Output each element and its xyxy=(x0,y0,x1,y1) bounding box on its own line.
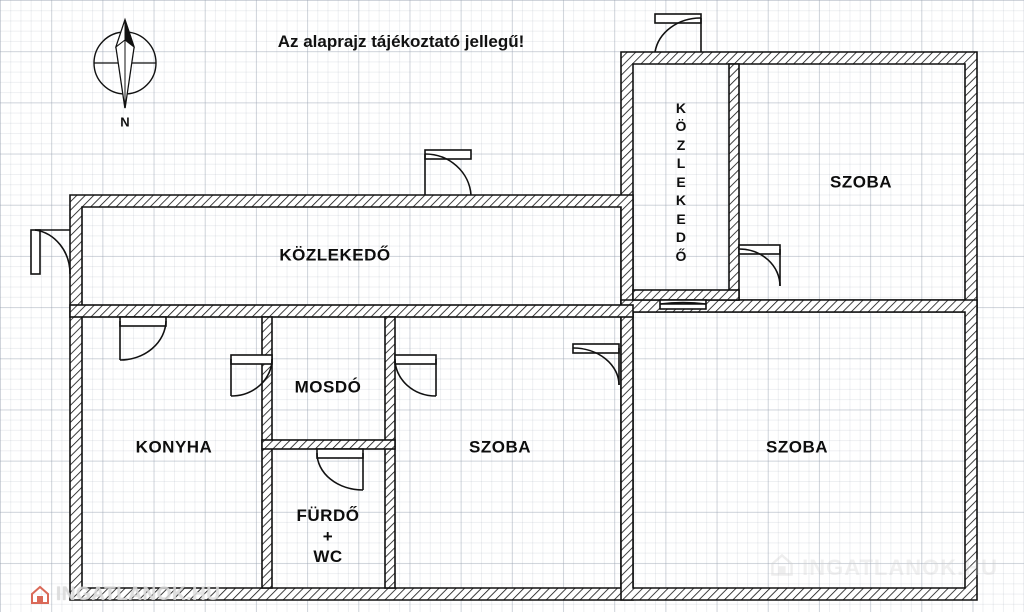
watermark-secondary xyxy=(770,553,998,582)
room-label-kozlekedo-right: K Ö Z L E K E D Ő xyxy=(675,99,687,264)
room-label-mosdo: MOSDÓ xyxy=(294,377,362,397)
door-konyha xyxy=(120,317,166,360)
walls xyxy=(70,52,977,600)
door-furdo-wc xyxy=(317,449,363,490)
room-label-szoba-top-right: SZOBA xyxy=(830,172,892,192)
room-label-szoba-right: SZOBA xyxy=(766,437,828,457)
watermark-suffix: .HU xyxy=(186,584,221,605)
door-left-exterior xyxy=(31,230,70,274)
room-label-konyha: KONYHA xyxy=(135,437,213,457)
compass-north-label: N xyxy=(120,114,130,130)
doors xyxy=(31,14,780,490)
door-corridor-top xyxy=(425,150,471,195)
door-szoba-top-right xyxy=(739,245,780,286)
watermark-logo-icon xyxy=(30,585,50,605)
room-label-furdo-wc: FÜRDŐ + WC xyxy=(296,505,360,567)
watermark-secondary-text: INGATLANOK.HU xyxy=(802,554,998,580)
compass-rose xyxy=(94,20,156,108)
door-szoba-middle xyxy=(573,344,619,385)
door-right-corridor-bottom xyxy=(660,300,706,309)
watermark-primary xyxy=(30,584,220,606)
watermark-secondary-logo-icon xyxy=(770,553,794,582)
watermark-text xyxy=(56,584,220,606)
door-mosdo-right xyxy=(395,355,436,396)
room-label-szoba-middle: SZOBA xyxy=(469,437,531,457)
door-entrance-top xyxy=(655,14,701,52)
watermark-name: INGATLANOK xyxy=(56,584,187,605)
plan-notice: Az alaprajz tájékoztató jellegű! xyxy=(277,32,525,51)
room-label-kozlekedo-main: KÖZLEKEDŐ xyxy=(279,245,391,265)
